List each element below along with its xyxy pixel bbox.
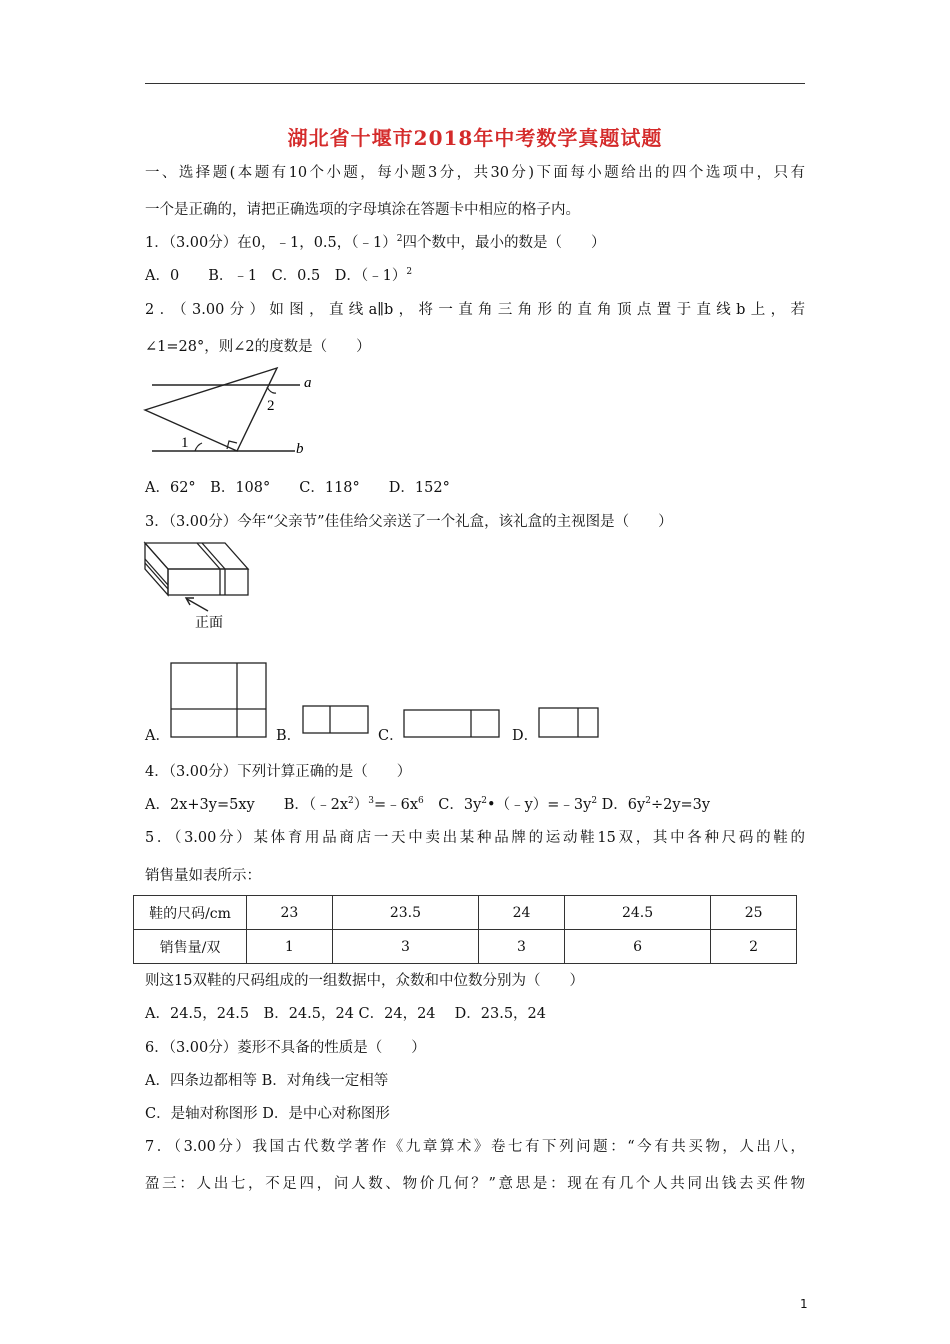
- q3-option-c-label: C．: [378, 728, 404, 744]
- shoe-sales-table: [133, 895, 797, 964]
- q4-options: [145, 795, 710, 815]
- q3-option-d-label: D．: [512, 728, 539, 744]
- q2-label-b: b: [296, 441, 304, 457]
- q4-d-text-1: D．6y: [601, 797, 646, 813]
- q3-option-c-figure: [403, 709, 501, 739]
- q4-b-text-1: B．（﹣2x: [283, 797, 348, 813]
- q5-options: A．24.5，24.5 B．24.5，24 C．24，24 D．23.5，24: [145, 1006, 547, 1022]
- q3-a-outer: [171, 663, 266, 737]
- q2-figure: [140, 365, 320, 460]
- table-cell: 2: [711, 930, 797, 964]
- page-title: 湖北省十堰市2018年中考数学真题试题: [287, 126, 663, 150]
- q2-options: A．62° B．108° C．118° D．152°: [145, 480, 450, 496]
- table-cell: 3: [332, 930, 478, 964]
- table-cell: 23.5: [332, 896, 478, 930]
- q2-angle-2-arc: [267, 387, 276, 393]
- q4-b-sup-2: 3: [368, 796, 374, 806]
- q3-ribbon-side-2: [145, 563, 168, 589]
- table-cell: 23: [247, 896, 333, 930]
- table-cell: 25: [711, 896, 797, 930]
- q6-options-line-1: A．四条边都相等 B．对角线一定相等: [145, 1073, 389, 1089]
- q1-stem-sup: 2: [396, 234, 403, 244]
- q1-stem-text: 1．（3.00分）在0，﹣1，0.5，（﹣1）: [145, 235, 397, 251]
- table-row: [134, 930, 797, 964]
- q1-options-text: A．0 B．﹣1 C．0.5 D．（﹣1）: [145, 268, 407, 284]
- q3-ribbon-top-1: [197, 543, 220, 569]
- q4-d-text-2: ÷2y=3y: [650, 797, 711, 813]
- q4-b-sup-3: 6: [418, 796, 424, 806]
- q4-b-text-2: ）: [353, 797, 369, 813]
- q3-option-b-label: B．: [276, 728, 302, 744]
- q3-d-outer: [539, 708, 598, 737]
- q3-b-outer: [303, 706, 368, 733]
- table-row-header: 鞋的尺码/cm: [134, 896, 247, 930]
- q4-b-text-3: =﹣6x: [373, 797, 419, 813]
- q1-options: [145, 266, 412, 286]
- q3-option-d-figure: [538, 707, 600, 739]
- section-intro-line-1: 一、选择题(本题有10个小题，每小题3分，共30分)下面每小题给出的四个选项中，只有: [145, 165, 805, 181]
- q3-option-a-figure: [170, 662, 268, 738]
- q4-c-text-2: •（﹣y）=﹣3y: [487, 797, 592, 813]
- header-rule: [145, 83, 805, 84]
- q2-angle-1-arc: [195, 443, 202, 451]
- q4-c-sup-2: 2: [591, 796, 598, 806]
- q6-options-line-2: C．是轴对称图形 D．是中心对称图形: [145, 1106, 390, 1122]
- q2-label-1: 1: [181, 435, 189, 451]
- q7-stem-line-1: 7．（3.00分）我国古代数学著作《九章算术》卷七有下列问题：“今有共买物，人出八，: [145, 1139, 805, 1155]
- q1-stem-text-end: 四个数中，最小的数是（ ）: [402, 235, 606, 251]
- q3-option-a-label: A．: [145, 728, 170, 744]
- table-row-header: 销售量/双: [134, 930, 247, 964]
- q4-d-sup: 2: [645, 796, 651, 806]
- q3-box-top: [145, 543, 248, 569]
- q2-stem-line-2: ∠1=28°，则∠2的度数是（ ）: [145, 339, 371, 355]
- q4-option-b: [284, 797, 424, 813]
- q6-stem: 6．（3.00分）菱形不具备的性质是（ ）: [145, 1040, 426, 1056]
- q3-box-side: [145, 543, 168, 595]
- q5-stem-line-3: 则这15双鞋的尺码组成的一组数据中，众数和中位数分别为（ ）: [145, 973, 584, 989]
- q7-stem-line-2: 盈三：人出七，不足四，问人数、物价几何？”意思是：现在有几个人共同出钱去买件物: [145, 1176, 805, 1192]
- q1-stem: [145, 233, 605, 253]
- q4-b-sup-1: 2: [348, 796, 354, 806]
- q3-ribbon-top-2: [202, 543, 225, 569]
- table-cell: 3: [479, 930, 565, 964]
- table-cell: 24.5: [564, 896, 710, 930]
- q3-c-outer: [404, 710, 499, 737]
- table-cell: 6: [564, 930, 710, 964]
- q5-stem-line-1: 5．（3.00分）某体育用品商店一天中卖出某种品牌的运动鞋15双，其中各种尺码的鞋的: [145, 830, 805, 846]
- q3-front-label: 正面: [195, 615, 223, 631]
- q4-stem: 4．（3.00分）下列计算正确的是（ ）: [145, 764, 412, 780]
- section-intro-line-2: 一个是正确的，请把正确选项的字母填涂在答题卡中相应的格子内。: [145, 202, 580, 218]
- q2-label-a: a: [304, 375, 312, 391]
- table-cell: 1: [247, 930, 333, 964]
- q4-c-sup-1: 2: [481, 796, 488, 806]
- q2-stem-line-1: 2．（3.00分）如图，直线a∥b，将一直角三角形的直角顶点置于直线b上，若: [145, 302, 805, 318]
- page-number: 1: [800, 1297, 808, 1311]
- q3-option-b-figure: [302, 705, 370, 735]
- q4-option-c: [438, 797, 597, 813]
- q3-arrow-shaft: [187, 599, 208, 611]
- q1-options-sup: 2: [406, 267, 413, 277]
- table-cell: 24: [479, 896, 565, 930]
- q3-gift-box-figure: [140, 540, 255, 635]
- q4-option-d: [602, 797, 710, 813]
- table-row: [134, 896, 797, 930]
- q2-label-2: 2: [267, 398, 275, 414]
- q5-stem-line-2: 销售量如表所示：: [145, 868, 261, 884]
- q3-box-front: [168, 569, 248, 595]
- q3-stem: 3．（3.00分）今年“父亲节”佳佳给父亲送了一个礼盒，该礼盒的主视图是（ ）: [145, 514, 673, 530]
- q4-option-a: A．2x+3y=5xy: [145, 797, 255, 813]
- q4-c-text-1: C．3y: [438, 797, 482, 813]
- q2-triangle: [145, 368, 277, 451]
